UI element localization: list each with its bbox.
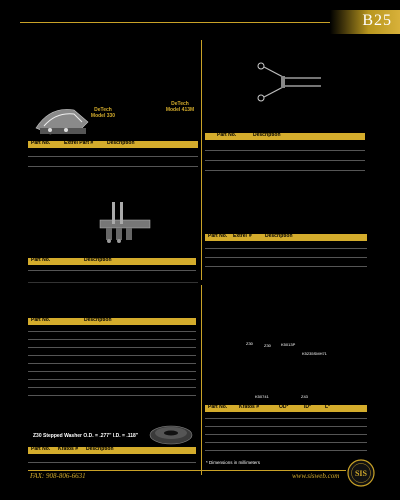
col-part-no: Part No. [31, 257, 51, 263]
table-row [28, 387, 196, 388]
col-description: Description [265, 233, 293, 239]
washer-caption: Z30 Stepped Washer O.D. = .277" I.D. = .118" [33, 433, 139, 439]
col-od: OD* [279, 404, 289, 410]
col-part-no: Part No. [31, 446, 51, 452]
cable-assembly-image [255, 58, 325, 106]
table-row [28, 379, 196, 380]
label-z43: Z43 [301, 394, 308, 399]
col-description: Description [84, 257, 112, 263]
col-description: Description [84, 317, 112, 323]
table-row [205, 150, 365, 151]
table-row [205, 442, 367, 443]
dimensions-note: * Dimensions in millimeters [206, 460, 261, 465]
table-row [28, 395, 196, 396]
table-row [28, 166, 198, 167]
caption-detech-330 [86, 107, 120, 119]
col-description: Description [107, 140, 135, 146]
caption-detech-330-text: DeTech Model 330 [90, 107, 116, 119]
table-row [205, 248, 367, 249]
col-description: Description [253, 132, 281, 138]
table-row [205, 434, 367, 435]
table-row [205, 266, 367, 267]
table-row [28, 371, 196, 372]
col-length: L* [325, 404, 330, 410]
page-number-badge [330, 10, 400, 34]
col-part-no: Part No. [31, 317, 51, 323]
table-header-bottom-left [28, 318, 196, 325]
label-k50741: K50741 [255, 394, 269, 399]
col-description: Description [86, 446, 114, 452]
table-row [28, 355, 196, 356]
table-row [28, 363, 196, 364]
ion-source-image [96, 200, 154, 246]
table-row [205, 426, 367, 427]
table-row [205, 160, 365, 161]
label-z30-a: Z30 [246, 341, 253, 346]
table-row [205, 170, 365, 171]
table-header-bottom-right [205, 405, 367, 412]
col-part-no: Part No. [208, 404, 228, 410]
col-number: # [249, 233, 252, 239]
col-extrel: Extrel [233, 233, 247, 239]
stepped-washer-image [148, 423, 194, 445]
col-part-no: Part No. [31, 140, 51, 146]
website-link[interactable]: www.sisweb.com [292, 472, 340, 480]
col-part-no: Part No. [208, 233, 228, 239]
table-row [205, 418, 367, 419]
col-kratos: Kratos # [58, 446, 79, 452]
fax-number: FAX: 908-806-6631 [30, 472, 86, 480]
table-row [205, 257, 367, 258]
table-row [28, 331, 196, 332]
table-header-middle-left [28, 258, 196, 265]
table-row [205, 450, 367, 451]
table-header-top-left [28, 141, 198, 148]
col-extrel-part: Extrel Part # [64, 140, 94, 146]
column-divider-bottom [201, 285, 202, 475]
bottom-rule [28, 470, 346, 471]
label-z30-b: Z30 [264, 343, 271, 348]
table-row [28, 339, 196, 340]
sis-logo-text: SIS [354, 469, 368, 478]
sis-logo [346, 458, 376, 488]
table-row [28, 462, 196, 463]
col-part-no: Part No. [217, 132, 237, 138]
label-k5235: K5235SMH71 [302, 351, 327, 356]
mid-separator-left [28, 282, 198, 283]
table-row [28, 347, 196, 348]
table-header-bottom-left-2 [28, 447, 196, 454]
caption-detech-413m-text: DeTech Model 413M [165, 101, 195, 113]
label-k5013p: K5013P [281, 342, 296, 347]
table-header-middle-right [205, 234, 367, 241]
table-row [28, 156, 198, 157]
col-id: ID* [304, 404, 311, 410]
table-header-top-right [205, 133, 365, 140]
table-row [28, 270, 196, 271]
col-kratos: Kratos # [239, 404, 260, 410]
top-rule [20, 22, 340, 23]
detech-330-image [30, 100, 100, 140]
caption-detech-413m [160, 101, 200, 113]
page-number: B25 [362, 12, 392, 29]
column-divider-top [201, 40, 202, 280]
